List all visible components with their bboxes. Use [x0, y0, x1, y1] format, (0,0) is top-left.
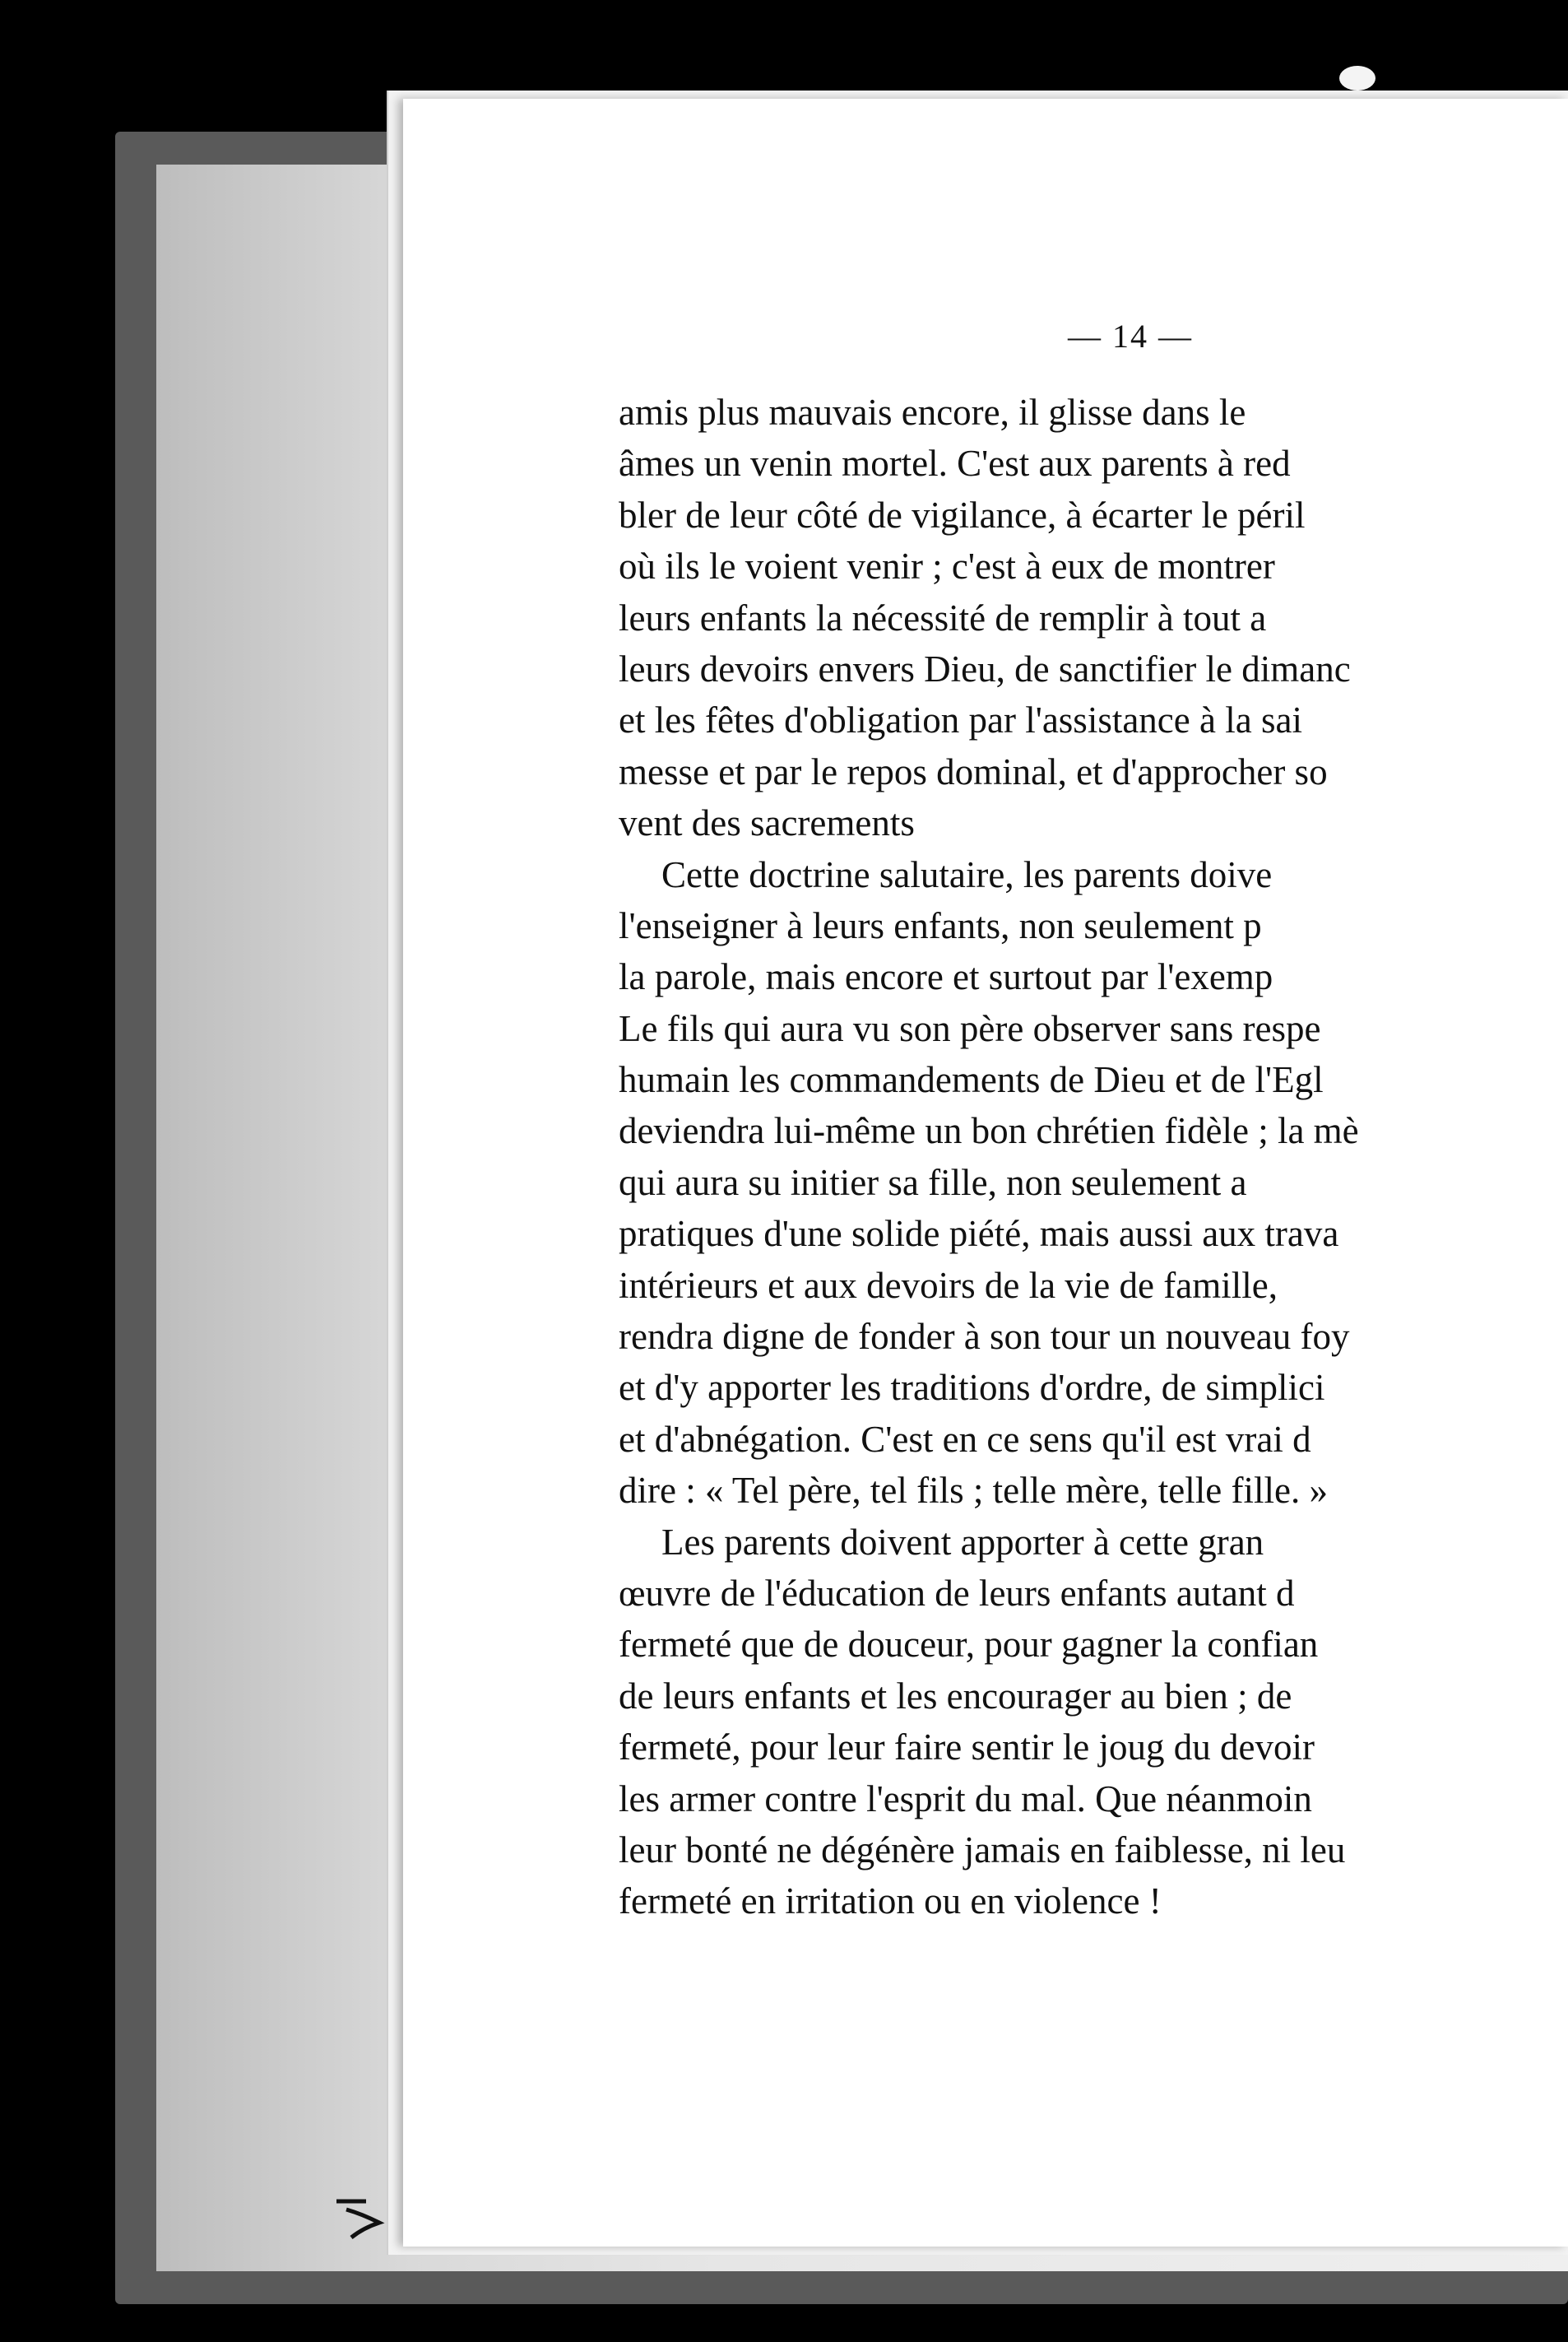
- text-line: fermeté que de douceur, pour gagner la confian: [619, 1624, 1319, 1666]
- text-line: bler de leur côté de vigilance, à écarter le péril: [619, 494, 1306, 536]
- binding-mark-icon: [333, 2185, 391, 2242]
- text-line: fermeté, pour leur faire sentir le joug du devoir: [619, 1726, 1315, 1768]
- text-line: deviendra lui-même un bon chrétien fidèle ; la mè: [619, 1110, 1359, 1152]
- body-text: [619, 387, 1568, 1950]
- text-line: messe et par le repos dominal, et d'approcher so: [619, 750, 1328, 792]
- text-line: Les parents doivent apporter à cette gran: [661, 1521, 1264, 1563]
- text-line: œuvre de l'éducation de leurs enfants autant d: [619, 1572, 1295, 1614]
- text-line: Cette doctrine salutaire, les parents doive: [661, 853, 1273, 895]
- text-line: humain les commandements de Dieu et de l'Egl: [619, 1059, 1324, 1101]
- text-line: et d'abnégation. C'est en ce sens qu'il est vrai d: [619, 1418, 1311, 1460]
- text-line: et d'y apporter les traditions d'ordre, de simplici: [619, 1367, 1325, 1409]
- text-line: la parole, mais encore et surtout par l'exemp: [619, 956, 1273, 998]
- text-line: âmes un venin mortel. C'est aux parents à red: [619, 443, 1291, 485]
- text-line: et les fêtes d'obligation par l'assistance à la sai: [619, 699, 1302, 741]
- text-line: leurs enfants la nécessité de remplir à tout a: [619, 597, 1267, 639]
- text-line: de leurs enfants et les encourager au bien ; de: [619, 1675, 1292, 1717]
- text-line: leurs devoirs envers Dieu, de sanctifier le dimanc: [619, 648, 1351, 690]
- text-line: pratiques d'une solide piété, mais aussi aux trava: [619, 1213, 1339, 1255]
- text-line: les armer contre l'esprit du mal. Que néanmoin: [619, 1777, 1312, 1819]
- text-line: rendra digne de fonder à son tour un nouveau foy: [619, 1316, 1350, 1358]
- text-line: dire : « Tel père, tel fils ; telle mère, telle fille. »: [619, 1470, 1328, 1512]
- text-line: vent des sacrements: [619, 802, 915, 844]
- text-line: leur bonté ne dégénère jamais en faiblesse, ni leu: [619, 1829, 1346, 1870]
- scan-artifact: [1339, 66, 1375, 91]
- page-number: — 14 —: [1068, 318, 1193, 355]
- text-line: intérieurs et aux devoirs de la vie de famille,: [619, 1264, 1278, 1306]
- text-line: l'enseigner à leurs enfants, non seulement p: [619, 904, 1262, 946]
- text-line: fermeté en irritation ou en violence !: [619, 1880, 1162, 1922]
- text-line: où ils le voient venir ; c'est à eux de montrer: [619, 546, 1275, 588]
- text-line: Le fils qui aura vu son père observer sans respe: [619, 1007, 1321, 1049]
- text-line: amis plus mauvais encore, il glisse dans le: [619, 392, 1246, 433]
- text-line: qui aura su initier sa fille, non seulement a: [619, 1161, 1247, 1203]
